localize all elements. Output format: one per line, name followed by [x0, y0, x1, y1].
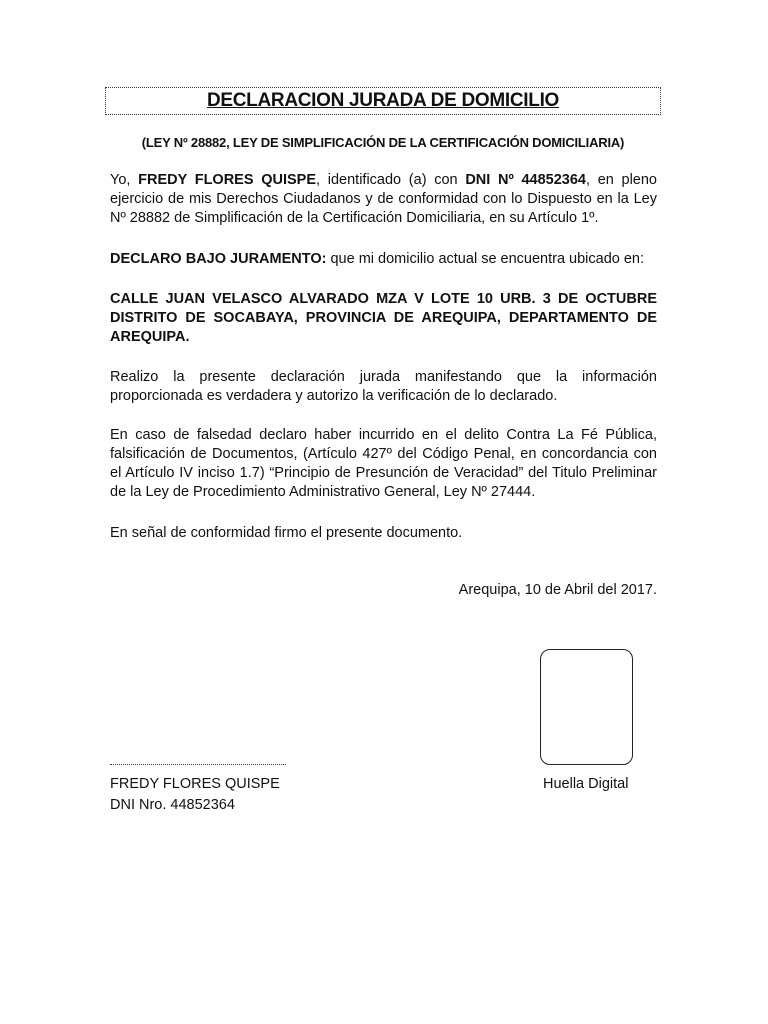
- info-paragraph: Realizo la presente declaración jurada manifestando que la información proporcionada es verdadera y autorizo la verificación de lo declarado.: [110, 369, 657, 404]
- intro-suffix: , en pleno ejercicio de mis Derechos Ciudadanos y de conformidad con lo Dispuesto en la Ley Nº 28882 de Simplificación de la Certificación Domiciliaria, en su Artículo 1º.: [110, 172, 657, 226]
- declaration-paragraph: [110, 250, 657, 269]
- document-subtitle: (LEY Nº 28882, LEY DE SIMPLIFICACIÓN DE LA CERTIFICACIÓN DOMICILIARIA): [141, 135, 625, 150]
- intro-prefix: Yo,: [110, 172, 139, 188]
- declaration-text: que mi domicilio actual se encuentra ubicado en:: [326, 251, 645, 267]
- intro-paragraph: [110, 171, 657, 228]
- declaration-label: DECLARO BAJO JURAMENTO:: [110, 251, 327, 267]
- declarant-name: FREDY FLORES QUISPE: [138, 172, 317, 188]
- signature-name: FREDY FLORES QUISPE: [110, 776, 280, 792]
- thumbprint-label: Huella Digital: [543, 776, 629, 792]
- signature-line: [110, 764, 286, 765]
- signature-dni: DNI Nro. 44852364: [110, 797, 235, 813]
- intro-middle: , identificado (a) con: [316, 172, 466, 188]
- thumbprint-box: [540, 649, 633, 765]
- falsedad-paragraph: En caso de falsedad declaro haber incurrido en el delito Contra La Fé Pública, falsificación de Documentos, (Artículo 427º del Código Penal, en concordancia con el Artículo IV inciso 1.7) “Principio de Presunción de Veracidad” del Titulo Preliminar de la Ley de Procedimiento Administrativo General, Ley Nº 27444.: [110, 427, 657, 500]
- address-paragraph: CALLE JUAN VELASCO ALVARADO MZA V LOTE 10 URB. 3 DE OCTUBRE DISTRITO DE SOCABAYA, PROVINCIA DE AREQUIPA, DEPARTAMENTO DE AREQUIPA.: [110, 291, 657, 345]
- declarant-dni: DNI Nº 44852364: [465, 172, 586, 188]
- title-box: [105, 87, 661, 115]
- document-title: DECLARACION JURADA DE DOMICILIO: [206, 90, 560, 111]
- conformidad-paragraph: En señal de conformidad firmo el presente documento.: [110, 525, 463, 541]
- place-date: Arequipa, 10 de Abril del 2017.: [458, 582, 657, 598]
